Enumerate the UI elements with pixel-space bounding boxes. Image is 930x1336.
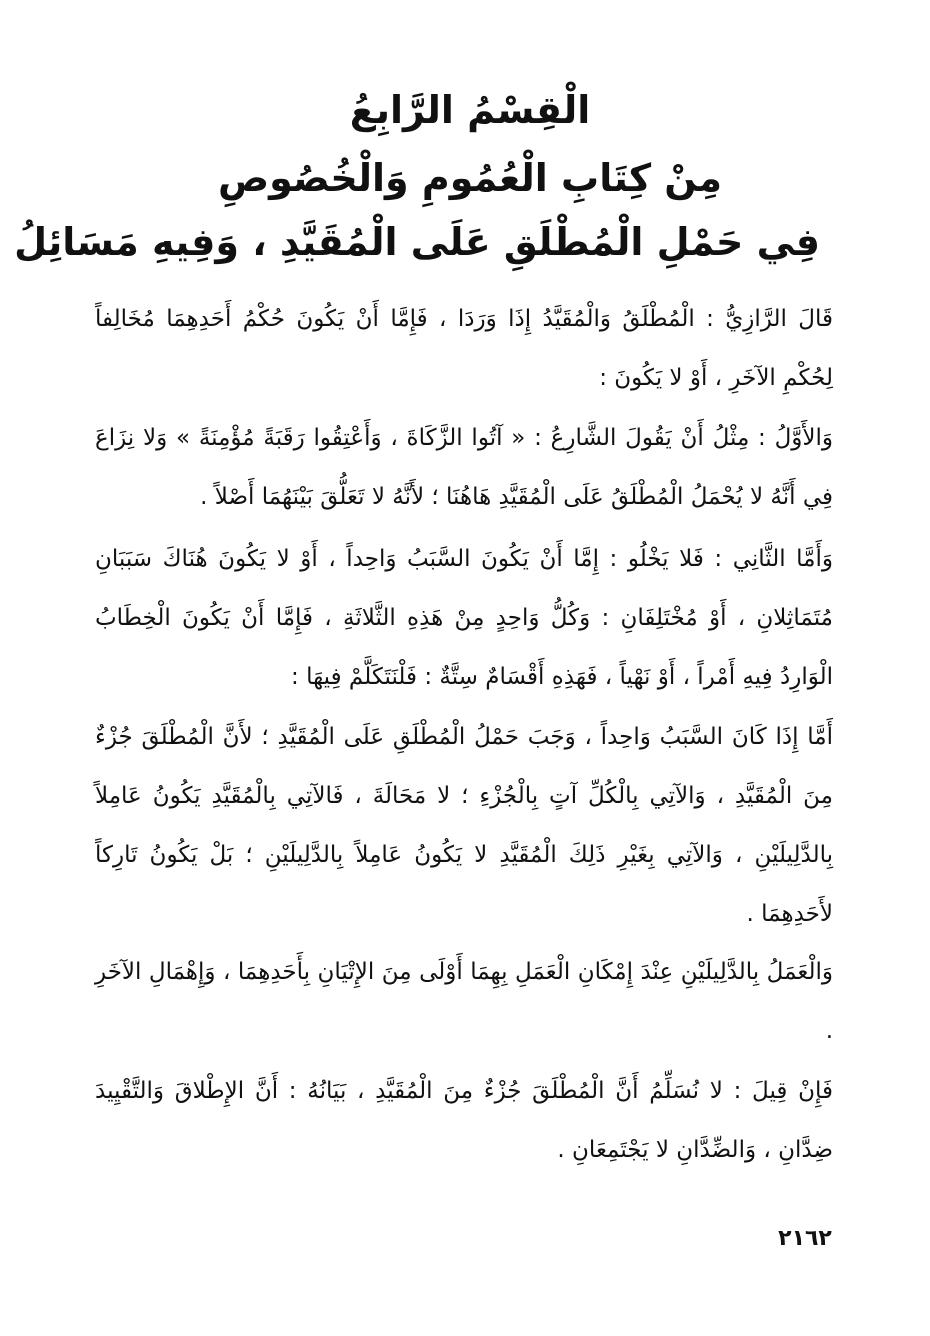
paragraph-6: فَإِنْ قِيلَ : لا نُسَلِّمُ أَنَّ الْمُطْلَقَ جُزْءٌ مِنَ الْمُقَيَّدِ ، بَيَانُهُ : أَنَّ الإِطْلاقَ وَالتَّقْيِيدَ ضِدَّانِ ، وَالضِّدَّانِ لا يَجْتَمِعَانِ . [95, 1078, 833, 1163]
paragraph-5: وَالْعَمَلُ بِالدَّلِيلَيْنِ عِنْدَ إِمْكَانِ الْعَمَلِ بِهِمَا أَوْلَى مِنَ الإِتْيَانِ بِأَحَدِهِمَا ، وَإِهْمَالِ الآخَرِ . [95, 959, 833, 1044]
book-title: مِنْ كِتَابِ الْعُمُومِ وَالْخُصُوصِ [217, 156, 723, 200]
paragraph-1: قَالَ الرَّازِيُّ : الْمُطْلَقُ وَالْمُقَيَّدُ إِذَا وَرَدَا ، فَإِمَّا أَنْ يَكُونَ حُكْمُ أَحَدِهِمَا مُخَالِفاً لِحُكْمِ الآخَرِ ، أَوْ لا يَكُونَ : [95, 306, 833, 391]
paragraph-2: وَالأَوَّلُ : مِثْلُ أَنْ يَقُولَ الشَّارِعُ : « آتُوا الزَّكَاةَ ، وَأَعْتِقُوا رَقَبَةً مُؤْمِنَةً » وَلا نِزَاعَ فِي أَنَّهُ لا يُحْمَلُ الْمُطْلَقُ عَلَى الْمُقَيَّدِ هَاهُنَا ؛ لأَنَّهُ لا تَعَلُّقَ بَيْنَهُمَا أَصْلاً . [95, 425, 833, 510]
topic-title: فِي حَمْلِ الْمُطْلَقِ عَلَى الْمُقَيَّدِ ، وَفِيهِ مَسَائِلُ [14, 220, 820, 264]
page-number: ٢١٦٢ [778, 1226, 832, 1251]
section-title: الْقِسْمُ الرَّابِعُ [349, 88, 591, 132]
paragraph-4: أَمَّا إِذَا كَانَ السَّبَبُ وَاحِداً ، وَجَبَ حَمْلُ الْمُطْلَقِ عَلَى الْمُقَيَّدِ ؛ لأَنَّ الْمُطْلَقَ جُزْءٌ مِنَ الْمُقَيَّدِ ، وَالآتِي بِالْكُلِّ آتٍ بِالْجُزْءِ ؛ لا مَحَالَةَ ، فَالآتِي بِالْمُقَيَّدِ يَكُونُ عَامِلاً بِالدَّلِيلَيْنِ ، وَالآتِي بِغَيْرِ ذَلِكَ الْمُقَيَّدِ لا يَكُونُ عَامِلاً بِالدَّلِيلَيْنِ ؛ بَلْ يَكُونُ تَارِكاً لأَحَدِهِمَا . [95, 724, 833, 927]
paragraph-3: وَأَمَّا الثَّانِي : فَلا يَخْلُو : إِمَّا أَنْ يَكُونَ السَّبَبُ وَاحِداً ، أَوْ لا يَكُونَ هُنَاكَ سَبَبَانِ مُتَمَاثِلانِ ، أَوْ مُخْتَلِفَانِ : وَكُلُّ وَاحِدٍ مِنْ هَذِهِ الثَّلاثَةِ ، فَإِمَّا أَنْ يَكُونَ الْخِطَابُ الْوَارِدُ فِيهِ أَمْراً ، أَوْ نَهْياً ، فَهَذِهِ أَقْسَامٌ سِتَّةٌ : فَلْنَتَكَلَّمْ فِيهَا : [95, 546, 833, 690]
